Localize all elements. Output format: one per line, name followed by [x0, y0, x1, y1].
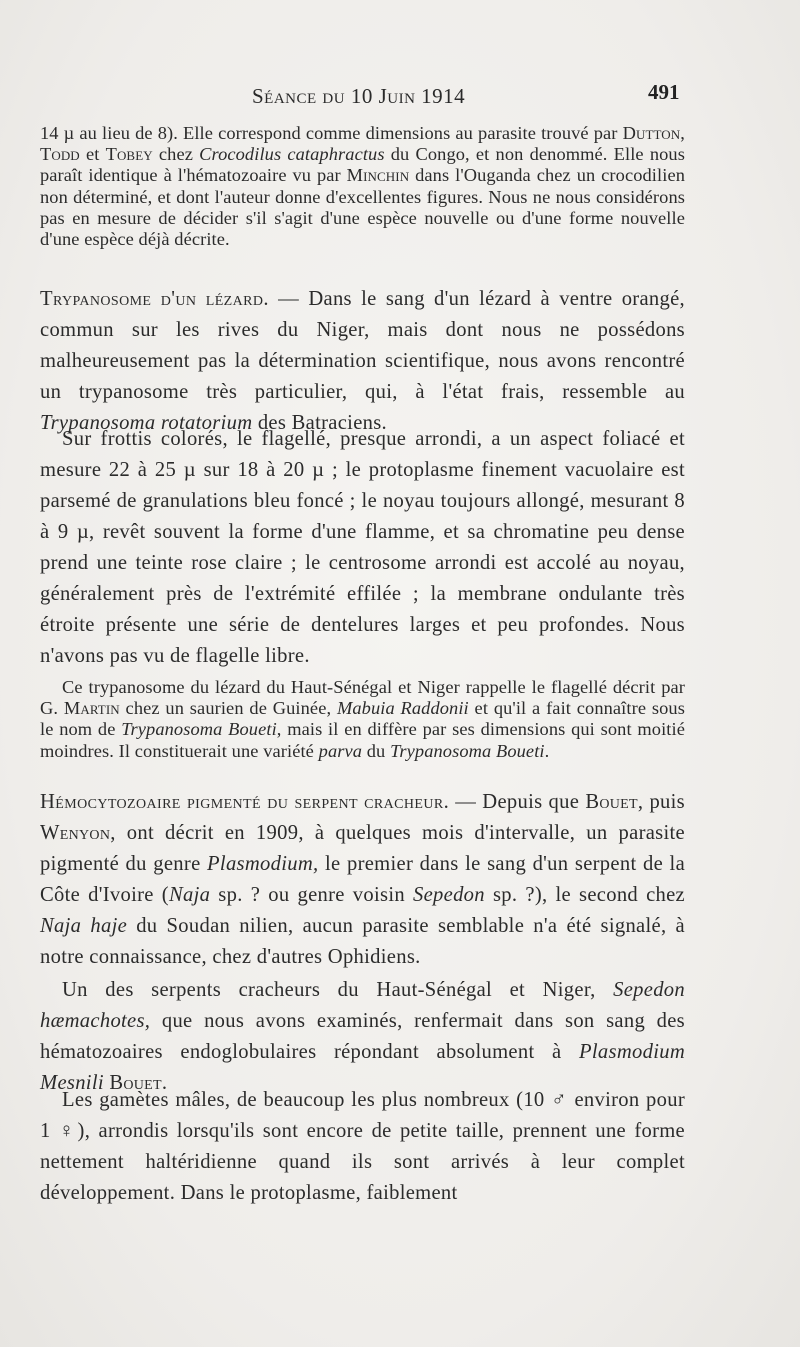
text-run: , ont décrit en 1909, à quelques mois d'intervalle, un parasite pigmenté du genre	[40, 822, 685, 875]
paragraph-sepedon	[40, 975, 685, 1099]
species-name: Naja haje	[40, 915, 128, 937]
text-run: sp. ? ou genre voisin	[210, 884, 414, 906]
author-name: Bouet	[109, 1072, 162, 1094]
species-name: Crocodilus cataphractus	[199, 144, 385, 165]
text-run: et	[79, 144, 106, 165]
author-name: Tobey	[105, 144, 153, 165]
species-name: Plasmodium Mesnili	[40, 1041, 685, 1094]
header-title: Séance du 10 Juin 1914	[252, 84, 466, 108]
running-head	[0, 80, 800, 110]
text-run: que nous avons examinés, renfermait dans son sang des hématozoaires endoglobulaires répondant absolument à	[40, 1010, 685, 1063]
paragraph-stained-smears	[40, 424, 685, 672]
text-run: 14 µ au lieu de 8). Elle correspond comme dimensions au parasite trouvé par	[40, 123, 623, 143]
species-name: Trypanosoma Boueti	[121, 719, 277, 740]
genus-name: Naja	[168, 884, 211, 906]
author-name: Minchin	[346, 165, 410, 186]
genus-name: Plasmodium,	[207, 853, 319, 875]
author-name: Todd	[40, 144, 80, 165]
text-run: Les gamètes mâles, de beaucoup les plus nombreux (10 ♂ environ pour 1 ♀), arrondis lorsqu'ils sont encore de petite taille, prennent une forme nettement haltéridienne quand ils sont arrivés à leur complet développement. Dans le protoplasme, faiblement	[40, 1089, 685, 1204]
text-run: .	[161, 1072, 168, 1094]
text-run: des Batraciens.	[252, 412, 387, 434]
author-name: Martin	[63, 698, 120, 719]
text-run: chez un saurien de Guinée,	[119, 698, 337, 719]
author-name: Dutton	[622, 123, 681, 143]
author-name: Bouet	[585, 791, 638, 813]
paragraph-trypanosoma-boueti	[40, 677, 685, 762]
paragraph-lizard-trypanosome	[40, 284, 685, 439]
text-run: Un des serpents cracheurs du Haut-Sénégal et Niger,	[62, 979, 614, 1001]
section-heading: Hémocytozoaire pigmenté du serpent cracheur.	[40, 791, 450, 813]
paragraph-crocodile-parasite	[40, 123, 685, 250]
text-run: le premier dans le sang d'un serpent de la Côte d'Ivoire (	[40, 853, 686, 906]
text-run: — Dans le sang d'un lézard à ventre orangé, commun sur les rives du Niger, mais dont nous ne possédons malheureusement pas la détermination scientifique, nous avons rencontré un trypanosome très particulier, qui, à l'état frais, ressemble au	[40, 288, 685, 403]
species-name: Mabuia Raddonii	[336, 698, 469, 719]
species-name: Trypanosoma Boueti	[390, 740, 545, 761]
genus-name: Sepedon	[413, 884, 485, 906]
text-run: ,	[680, 123, 685, 143]
text-run: , mais il en diffère par ses dimensions qui sont moitié moindres. Il constituerait une variété	[40, 719, 685, 761]
text-run: du	[362, 740, 391, 761]
text-run: chez	[152, 144, 200, 165]
section-heading: Trypanosome d'un lézard.	[40, 288, 269, 310]
text-run: , puis	[637, 791, 685, 813]
text-run: sp. ?), le second chez	[484, 884, 685, 906]
author-name: Wenyon	[40, 822, 111, 844]
text-run: du Congo, et non denommé. Elle nous paraît identique à l'hématozoaire vu par	[40, 144, 685, 186]
text-run: .	[544, 740, 550, 761]
paragraph-spitting-cobra-hemocytozoa	[40, 787, 685, 973]
text-run: et qu'il a fait connaître sous le nom de	[40, 698, 685, 740]
variety-name: parva	[318, 740, 363, 761]
page-number: 491	[648, 80, 680, 104]
paragraph-male-gametes	[40, 1085, 685, 1209]
text-run: Ce trypanosome du lézard du Haut-Sénégal et Niger rappelle le flagellé décrit par G.	[40, 677, 685, 719]
text-run: Sur frottis colorés, le flagellé, presque arrondi, a un aspect foliacé et mesure 22 à 25 µ sur 18 à 20 µ ; le protoplasme finement vacuolaire est parsemé de granulations bleu foncé ; le noyau toujours allongé, mesurant 8 à 9 µ, revêt souvent la forme d'une flamme, et sa chromatine peu dense prend une teinte rose claire ; le centrosome arrondi est accolé au noyau, généralement près de l'extrémité effilée ; la membrane ondulante très étroite présente une série de dentelures larges et peu profondes. Nous n'avons pas vu de flagelle libre.	[40, 428, 685, 667]
species-name: Sepedon hæmachotes,	[40, 979, 685, 1032]
text-run: — Depuis que	[449, 791, 586, 813]
text-run: dans l'Ouganda chez un crocodilien non déterminé, et dont l'auteur donne d'excellentes figures. Nous ne nous considérons pas en mesure de décider s'il s'agit d'une espèce nouvelle ou d'une forme nouvelle d'une espèce déjà décrite.	[40, 165, 685, 250]
species-name: Trypanosoma rotatorium	[40, 412, 253, 434]
text-run: du Soudan nilien, aucun parasite semblable n'a été signalé, à notre connaissance, chez d'autres Ophidiens.	[40, 915, 685, 968]
